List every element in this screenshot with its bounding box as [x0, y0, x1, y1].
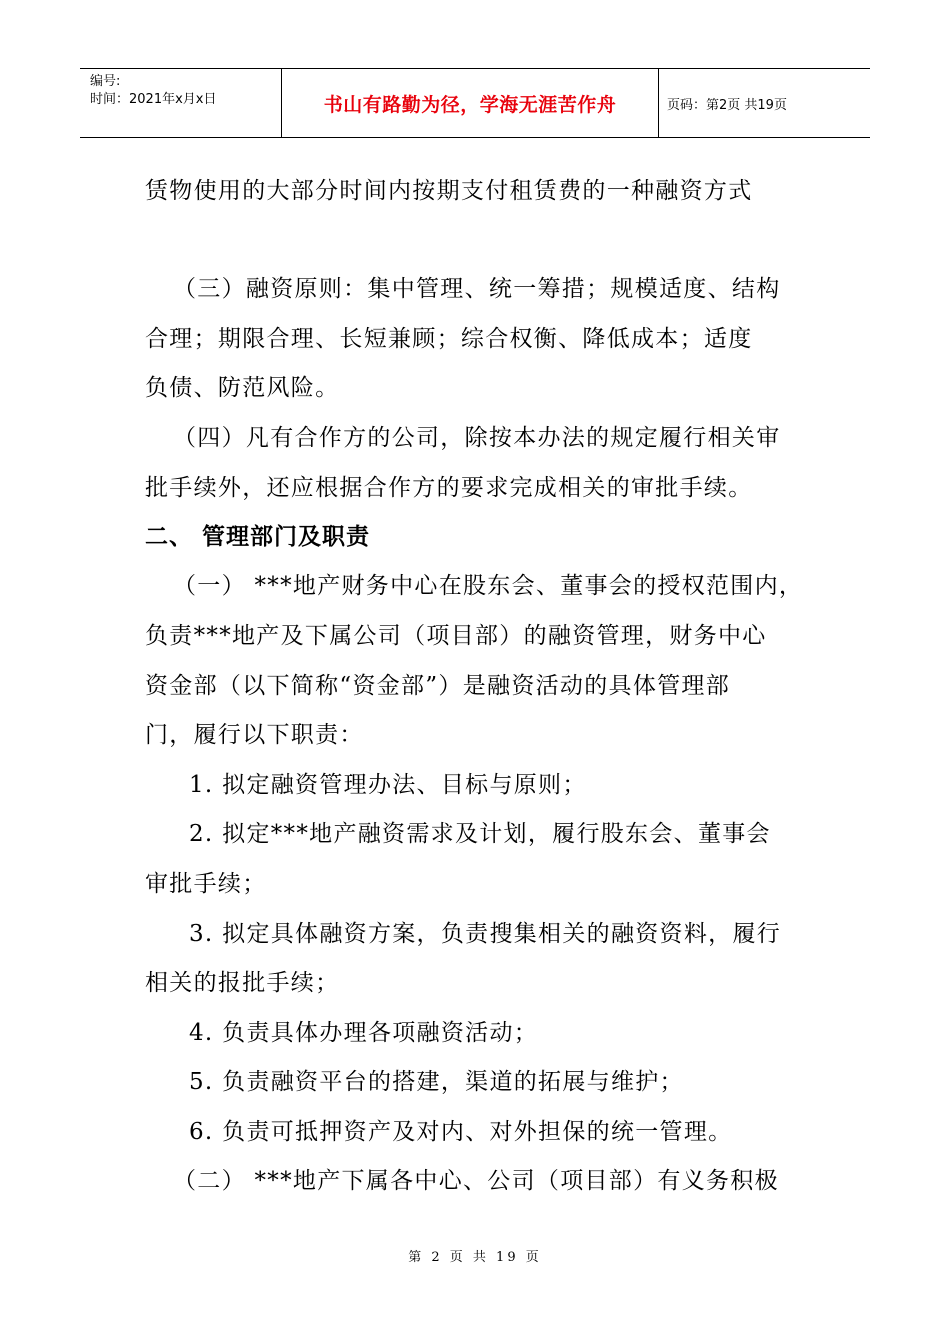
list-item: 1. 拟定融资管理办法、目标与原则； — [189, 772, 587, 798]
paragraph-line: 负债、防范风险。 — [145, 375, 340, 401]
paragraph-line: （三）融资原则：集中管理、统一筹措；规模适度、结构 — [173, 276, 781, 302]
paragraph-line: 门，履行以下职责： — [145, 722, 364, 748]
list-item: 2. 拟定***地产融资需求及计划，履行股东会、董事会 — [189, 821, 771, 847]
paragraph-line: 相关的报批手续； — [145, 970, 340, 996]
date-label: 时间：2021年x月x日 — [90, 92, 217, 107]
header-page-info: 页码：第2页 共19页 — [667, 97, 787, 113]
paragraph-line: 赁物使用的大部分时间内按期支付租赁费的一种融资方式 — [145, 178, 753, 204]
paragraph-line: （一） ***地产财务中心在股东会、董事会的授权范围内， — [173, 573, 804, 599]
list-item: 5. 负责融资平台的搭建，渠道的拓展与维护； — [189, 1069, 684, 1095]
paragraph-line: （二） ***地产下属各中心、公司（项目部）有义务积极 — [173, 1168, 779, 1194]
paragraph-line: 批手续外，还应根据合作方的要求完成相关的审批手续。 — [145, 475, 753, 501]
paragraph-line: （四）凡有合作方的公司，除按本办法的规定履行相关审 — [173, 425, 781, 451]
page-footer: 第 2 页 共 19 页 — [408, 1250, 542, 1265]
list-item: 6. 负责可抵押资产及对内、对外担保的统一管理。 — [189, 1119, 733, 1145]
paragraph-line: 负责***地产及下属公司（项目部）的融资管理，财务中心 — [145, 623, 767, 649]
page-header — [80, 68, 870, 138]
list-item: 4. 负责具体办理各项融资活动； — [189, 1020, 539, 1046]
number-label: 编号: — [90, 74, 121, 89]
paragraph-line: 资金部（以下简称“资金部”）是融资活动的具体管理部 — [145, 673, 731, 699]
section-heading: 二、 管理部门及职责 — [145, 524, 371, 550]
paragraph-line: 合理；期限合理、长短兼顾；综合权衡、降低成本；适度 — [145, 326, 753, 352]
header-motto: 书山有路勤为径，学海无涯苦作舟 — [282, 69, 659, 137]
header-meta — [80, 69, 282, 137]
paragraph-line: 审批手续； — [145, 871, 267, 897]
list-item: 3. 拟定具体融资方案，负责搜集相关的融资资料，履行 — [189, 921, 782, 947]
